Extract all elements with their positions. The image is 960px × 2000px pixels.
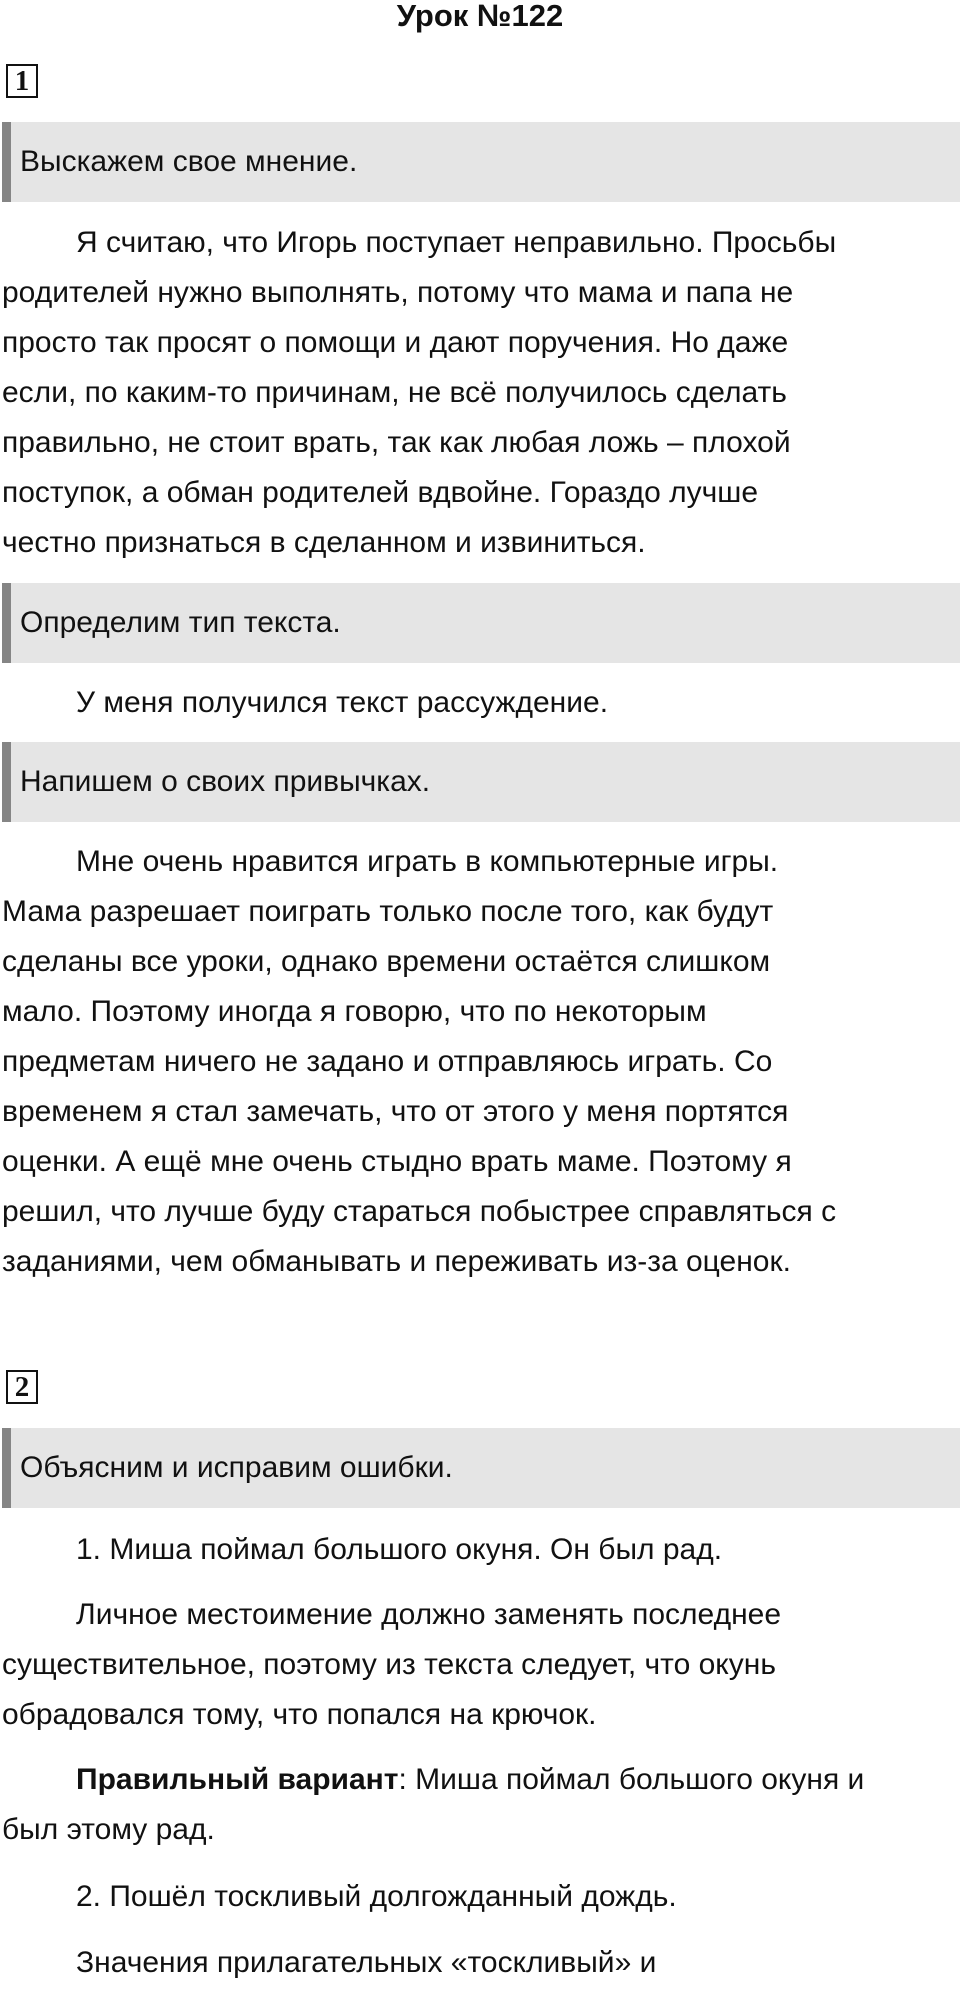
section-heading-errors xyxy=(2,1428,960,1508)
task-number-1: 1 xyxy=(6,64,38,98)
text-line: обрадовался тому, что попался на крючок. xyxy=(2,1698,597,1731)
text-line: предметам ничего не задано и отправляюсь играть. Со xyxy=(2,1045,773,1078)
text-line: мало. Поэтому иногда я говорю, что по некоторым xyxy=(2,995,707,1028)
lesson-title: Урок №122 xyxy=(396,0,564,33)
correct-variant-1 xyxy=(2,1755,958,1855)
example-1 xyxy=(2,1525,958,1575)
text-line: 2. Пошёл тоскливый долгожданный дождь. xyxy=(76,1880,677,1913)
text-line: 1. Миша поймал большого окуня. Он был рад. xyxy=(76,1533,723,1566)
text-line: Мне очень нравится играть в компьютерные игры. xyxy=(76,845,779,878)
text-line: оценки. А ещё мне очень стыдно врать маме. Поэтому я xyxy=(2,1145,792,1178)
section-heading-text: Напишем о своих привычках. xyxy=(20,765,431,798)
example-2 xyxy=(2,1872,958,1922)
text-line: если, по каким-то причинам, не всё получилось сделать xyxy=(2,376,787,409)
task-number-2: 2 xyxy=(6,1370,38,1404)
section-heading-text: Объясним и исправим ошибки. xyxy=(20,1451,453,1484)
text-line: Личное местоимение должно заменять последнее xyxy=(76,1598,782,1631)
explanation-1 xyxy=(2,1590,958,1740)
text-line: был этому рад. xyxy=(2,1813,215,1846)
text-line: сделаны все уроки, однако времени остаётся слишком xyxy=(2,945,771,978)
habits-paragraph xyxy=(2,837,958,1287)
text-line: временем я стал замечать, что от этого у меня портятся xyxy=(2,1095,789,1128)
section-heading-opinion xyxy=(2,122,960,202)
correct-variant-text: : Миша поймал большого окуня и xyxy=(398,1763,865,1796)
text-line: заданиями, чем обманывать и переживать из-за оценок. xyxy=(2,1245,791,1278)
opinion-paragraph xyxy=(2,218,958,568)
text-line: честно признаться в сделанном и извиниться. xyxy=(2,526,646,559)
text-line: У меня получился текст рассуждение. xyxy=(76,686,609,719)
section-heading-text-type xyxy=(2,583,960,663)
text-line: Мама разрешает поиграть только после того, как будут xyxy=(2,895,774,928)
text-type-paragraph xyxy=(2,678,958,728)
text-line: Значения прилагательных «тоскливый» и xyxy=(76,1946,657,1979)
text-line: решил, что лучше буду стараться побыстрее справляться с xyxy=(2,1195,837,1228)
text-line: поступок, а обман родителей вдвойне. Гораздо лучше xyxy=(2,476,759,509)
text-line xyxy=(2,1755,958,1805)
section-heading-text: Выскажем свое мнение. xyxy=(20,145,358,178)
text-line: существительное, поэтому из текста следует, что окунь xyxy=(2,1648,776,1681)
text-line: правильно, не стоит врать, так как любая ложь – плохой xyxy=(2,426,791,459)
text-line: родителей нужно выполнять, потому что мама и папа не xyxy=(2,276,794,309)
explanation-2 xyxy=(2,1938,958,1988)
section-heading-habits xyxy=(2,742,960,822)
correct-variant-label: Правильный вариант xyxy=(76,1763,399,1796)
text-line: Я считаю, что Игорь поступает неправильно. Просьбы xyxy=(76,226,837,259)
text-line: просто так просят о помощи и дают поручения. Но даже xyxy=(2,326,789,359)
section-heading-text: Определим тип текста. xyxy=(20,606,341,639)
